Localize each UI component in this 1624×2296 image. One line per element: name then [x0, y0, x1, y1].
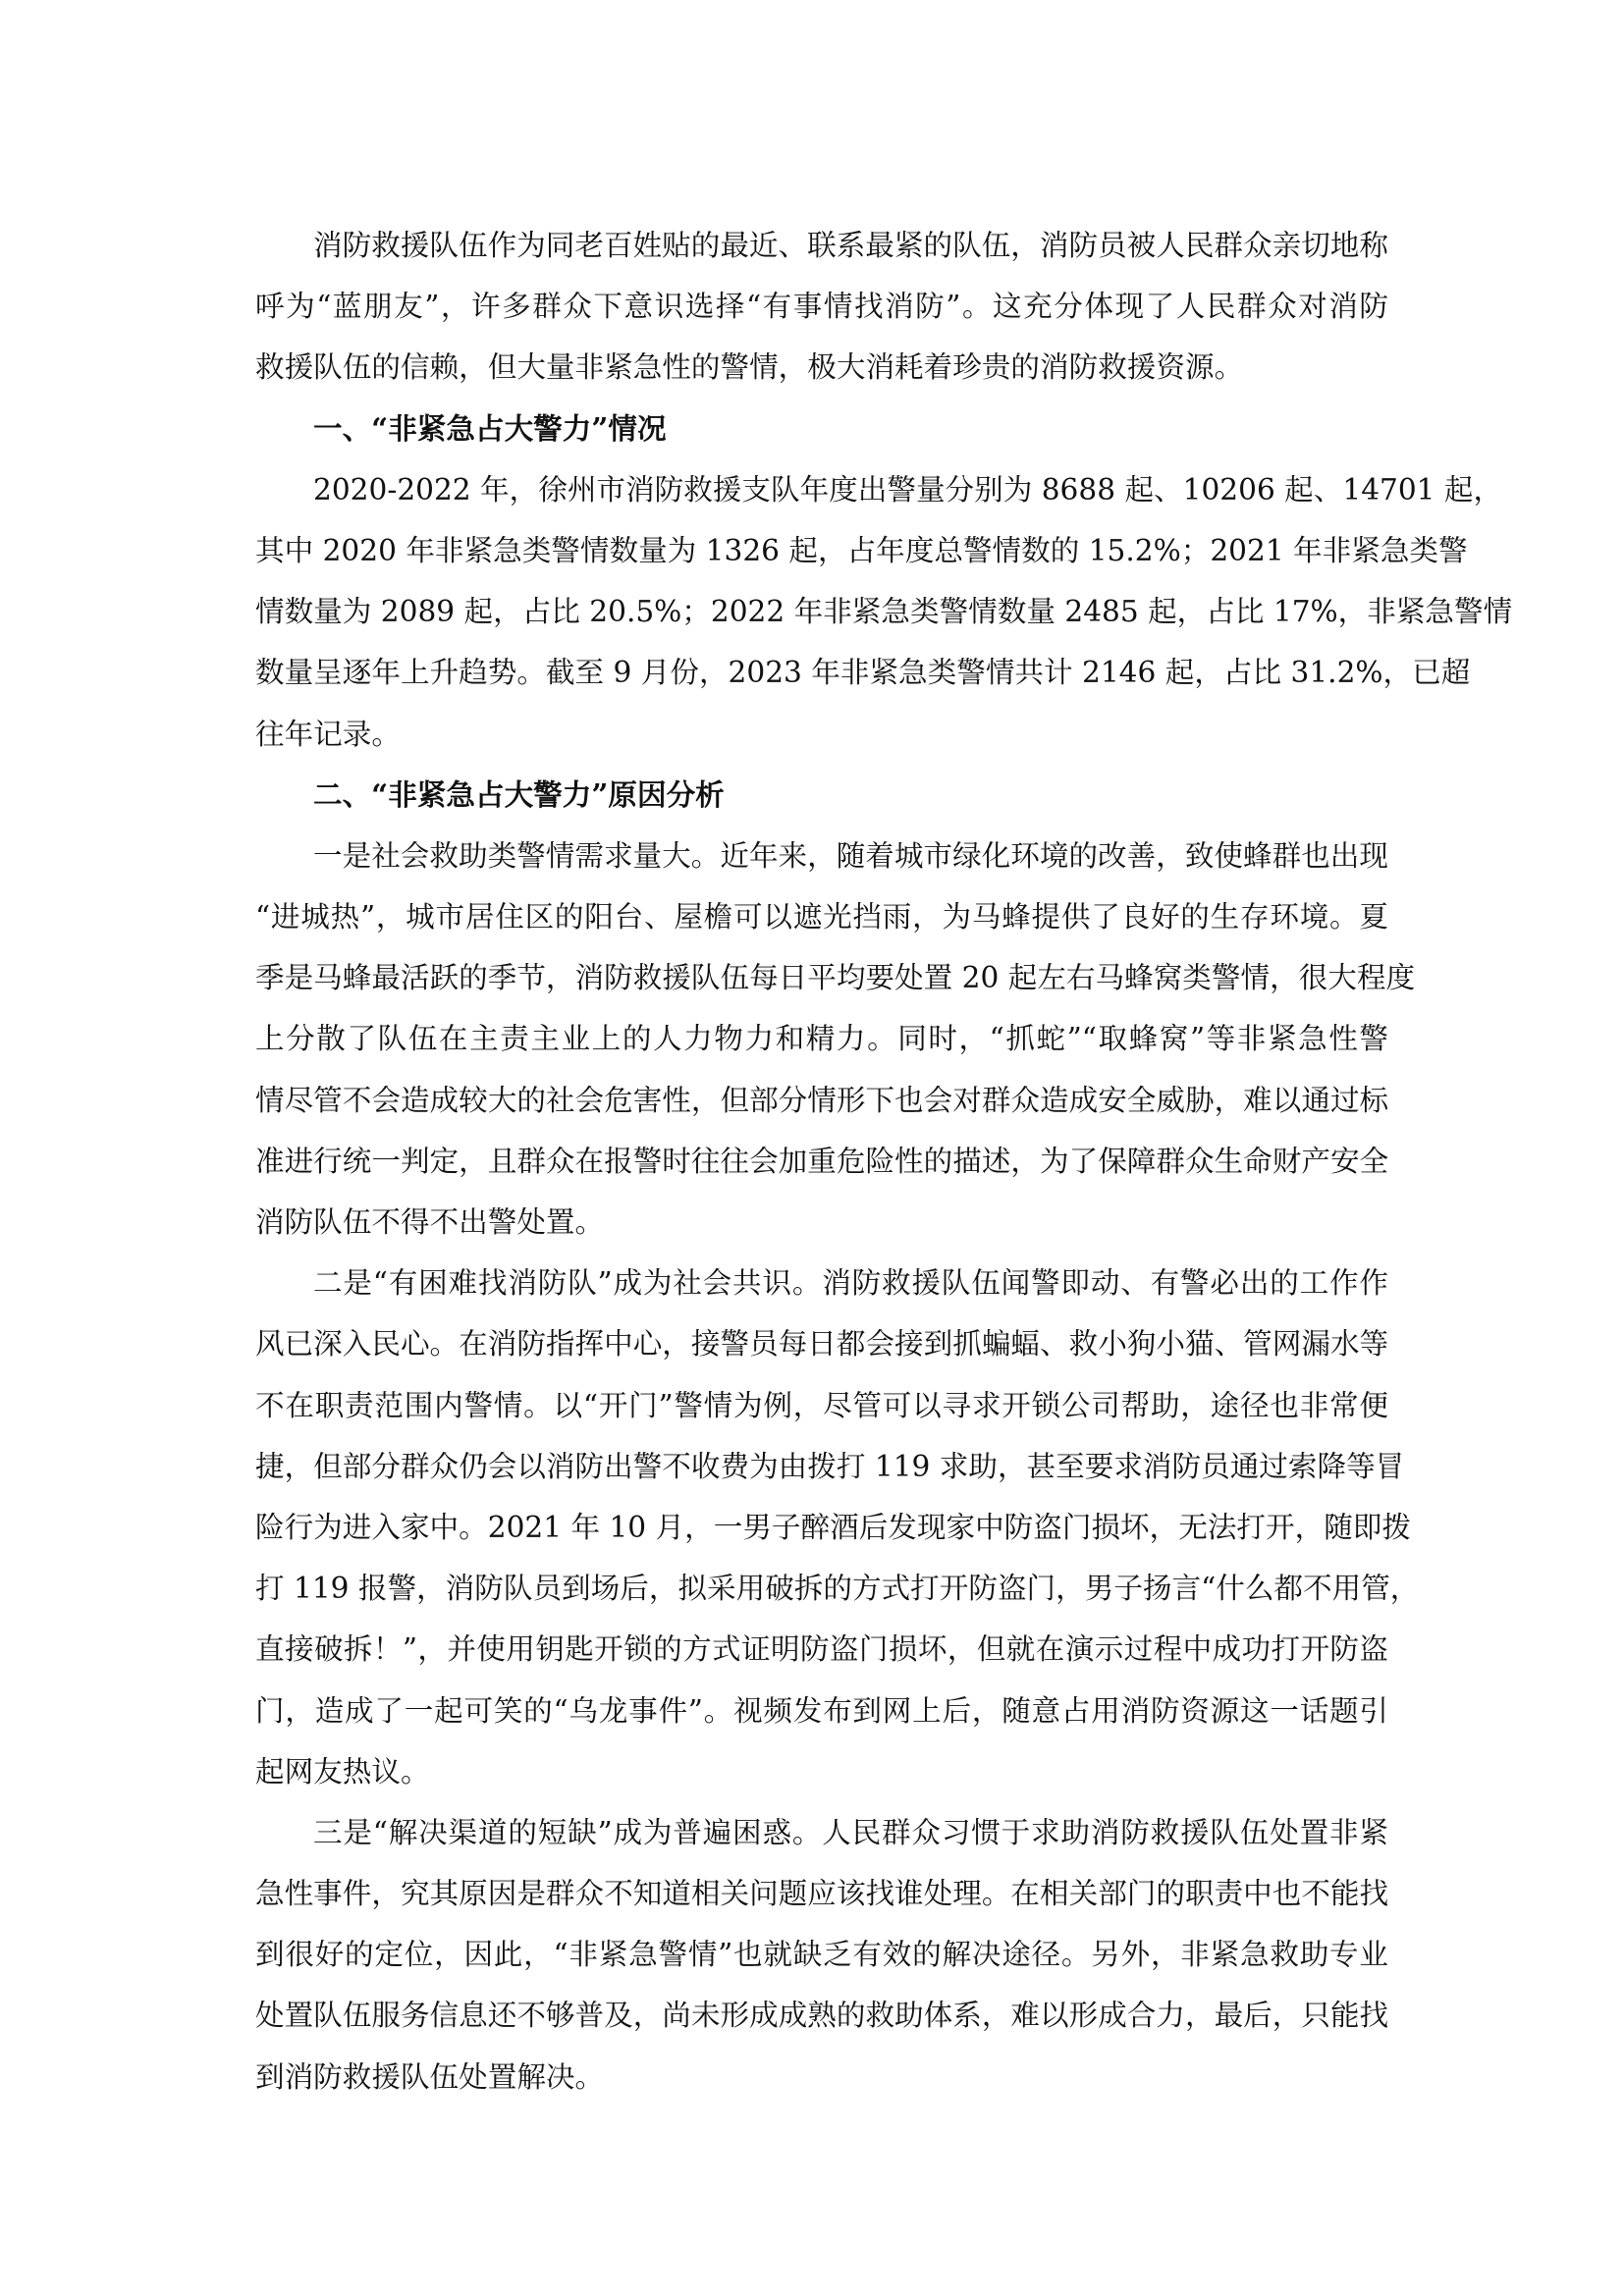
- text-line: 情尽管不会造成较大的社会危害性，但部分情形下也会对群众造成安全威胁，难以通过标: [255, 1083, 1389, 1117]
- text-line: 急性事件，究其原因是群众不知道相关问题应该找谁处理。在相关部门的职责中也不能找: [255, 1877, 1389, 1911]
- text-line: 呼为“蓝朋友”，许多群众下意识选择“有事情找消防”。这充分体现了人民群众对消防: [255, 290, 1388, 324]
- text-line: 消防救援队伍作为同老百姓贴的最近、联系最紧的队伍，消防员被人民群众亲切地称: [313, 229, 1388, 262]
- text-line: 2020-2022 年，徐州市消防救援支队年度出警量分别为 8688 起、10206 起、14701 起，: [313, 472, 1503, 507]
- section-heading: [255, 765, 1388, 826]
- text-line: 二是“有困难找消防队”成为社会共识。消防救援队伍闻警即动、有警必出的工作作: [313, 1266, 1388, 1301]
- text-line: 季是马蜂最活跃的季节，消防救援队伍每日平均要处置 20 起左右马蜂窝类警情，很大程度: [255, 961, 1416, 995]
- text-line: 到消防救援队伍处置解决。: [255, 2059, 605, 2094]
- text-line: 到很好的定位，因此，“非紧急警情”也就缺乏有效的解决途径。另外，非紧急救助专业: [255, 1938, 1388, 1972]
- text-line: 险行为进入家中。2021 年 10 月，一男子醉酒后发现家中防盗门损坏，无法打开，随即拨: [255, 1510, 1411, 1544]
- text-line: 打 119 报警，消防队员到场后，拟采用破拆的方式打开防盗门，男子扬言“什么都不用管，: [255, 1572, 1420, 1606]
- text-line: 起网友热议。: [255, 1754, 430, 1789]
- paragraph: [255, 1253, 1420, 1802]
- text-line: 门，造成了一起可笑的“乌龙事件”。视频发布到网上后，随意占用消防资源这一话题引: [255, 1693, 1388, 1728]
- paragraph: [255, 1802, 1388, 2108]
- paragraph: [255, 215, 1388, 399]
- text-line: 处置队伍服务信息还不够普及，尚未形成成熟的救助体系，难以形成合力，最后，只能找: [255, 1999, 1389, 2033]
- paragraph: [255, 826, 1416, 1253]
- text-line: 上分散了队伍在主责主业上的人力物力和精力。同时，“抓蛇”“取蜂窝”等非紧急性警: [255, 1022, 1388, 1056]
- text-line: 数量呈逐年上升趋势。截至 9 月份，2023 年非紧急类警情共计 2146 起，占比 31.2%，已超: [255, 656, 1471, 690]
- text-line: 风已深入民心。在消防指挥中心，接警员每日都会接到抓蝙蝠、救小狗小猫、管网漏水等: [255, 1327, 1389, 1362]
- text-line: 捷，但部分群众仍会以消防出警不收费为由拨打 119 求助，甚至要求消防员通过索降等冒: [255, 1449, 1405, 1483]
- text-line: 不在职责范围内警情。以“开门”警情为例，尽管可以寻求开锁公司帮助，途径也非常便: [255, 1388, 1388, 1422]
- text-line: 一是社会救助类警情需求量大。近年来，随着城市绿化环境的改善，致使蜂群也出现: [313, 838, 1388, 873]
- text-line: “进城热”，城市居住区的阳台、屋檐可以遮光挡雨，为马蜂提供了良好的生存环境。夏: [255, 900, 1388, 934]
- text-line: 一、“非紧急占大警力”情况: [313, 410, 667, 446]
- section-heading: [255, 399, 1388, 459]
- paragraph: [255, 459, 1513, 765]
- text-line: 情数量为 2089 起，占比 20.5%；2022 年非紧急类警情数量 2485 起，占比 17%，非紧急警情: [255, 595, 1513, 629]
- text-line: 二、“非紧急占大警力”原因分析: [313, 776, 725, 812]
- text-line: 往年记录。: [255, 717, 401, 751]
- text-line: 救援队伍的信赖，但大量非紧急性的警情，极大消耗着珍贵的消防救援资源。: [255, 350, 1244, 385]
- document-body: [255, 215, 1513, 2108]
- text-line: 准进行统一判定，且群众在报警时往往会加重危险性的描述，为了保障群众生命财产安全: [255, 1144, 1389, 1178]
- text-line: 三是“解决渠道的短缺”成为普遍困惑。人民群众习惯于求助消防救援队伍处置非紧: [313, 1815, 1388, 1849]
- text-line: 直接破拆！”，并使用钥匙开锁的方式证明防盗门损坏，但就在演示过程中成功打开防盗: [255, 1632, 1388, 1667]
- text-line: 其中 2020 年非紧急类警情数量为 1326 起，占年度总警情数的 15.2%；2021 年非紧急类警: [255, 533, 1468, 567]
- text-line: 消防队伍不得不出警处置。: [255, 1205, 605, 1239]
